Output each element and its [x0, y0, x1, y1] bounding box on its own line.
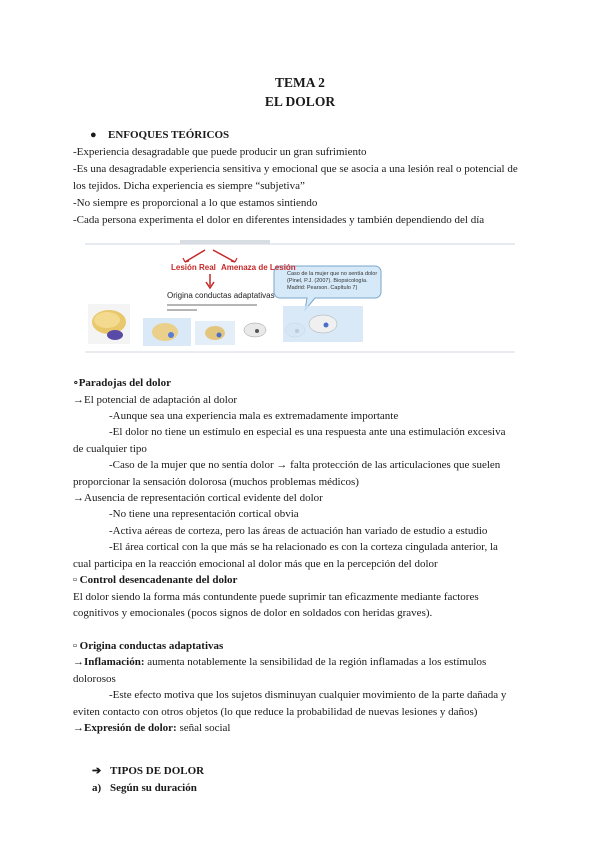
inflamacion-text: aumenta notablemente la sensibilidad de la región inflamadas a los estímulos [144, 656, 487, 668]
lesion-real-label: Lesión Real [171, 263, 216, 272]
text-line: -El dolor no tiene un estímulo en especial es una respuesta ante una estimulación excesiva [109, 426, 506, 438]
section-heading-paradojas: ∘Paradojas del dolor [73, 377, 171, 389]
page-subtitle: EL DOLOR [264, 94, 336, 109]
text-line: -Es una desagradable experiencia sensitiva y emocional que se asocia a una lesión real o potencial de [73, 163, 518, 175]
brain-image [283, 306, 363, 342]
text-line: El dolor siendo la forma más contundente puede suprimir tan eficazmente mediante factores [73, 591, 479, 603]
text-line [73, 653, 486, 671]
text-line: →Ausencia de representación cortical evidente del dolor [73, 492, 323, 504]
amenaza-label: Amenaza de Lesión [221, 263, 296, 272]
text-line: -No siempre es proporcional a lo que estamos sintiendo [73, 197, 318, 209]
callout-text-2: (Pinel, P.J. (2007). Biopsicología. [287, 278, 368, 284]
text-line: cual participa en la reacción emocional al dolor más que en la percepción del dolor [73, 558, 438, 570]
callout-text-1: Caso de la mujer que no sentía dolor [287, 271, 378, 277]
text-line: cognitivos y emocionales (pocos signos de dolor en soldados con heridas graves). [73, 607, 433, 619]
section-heading-origina: ▫ Origina conductas adaptativas [73, 640, 224, 652]
expresion-text: señal social [176, 722, 231, 734]
arrow-icon: ➔ [92, 765, 102, 777]
text-line: -No tiene una representación cortical obvia [109, 508, 299, 520]
brain-image [143, 318, 191, 346]
section-heading-enfoques: ENFOQUES TEÓRICOS [108, 129, 230, 141]
pain-diagram-figure [85, 236, 515, 356]
section-heading-control: ▫ Control desencadenante del dolor [73, 574, 238, 586]
pain-diagram [85, 236, 515, 356]
text-line: dolorosos [73, 673, 116, 685]
text-line: →El potencial de adaptación al dolor [73, 394, 238, 406]
inflamacion-label: →Inflamación: [73, 656, 145, 668]
text-line: -Activa aéreas de corteza, pero las áreas de actuación han variado de estudio a estudio [109, 525, 488, 537]
list-marker: a) [92, 782, 102, 794]
text-line: de cualquier tipo [73, 443, 147, 455]
brain-image [195, 321, 235, 345]
section-heading-tipos: TIPOS DE DOLOR [110, 765, 205, 777]
expresion-label: →Expresión de dolor: [73, 722, 177, 734]
brain-image [88, 304, 130, 344]
text-line: -Aunque sea una experiencia mala es extremadamente importante [109, 410, 399, 422]
text-line [73, 719, 230, 737]
text-line: -Experiencia desagradable que puede producir un gran sufrimiento [73, 146, 367, 158]
text-line: los tejidos. Dicha experiencia es siempre “subjetiva” [73, 180, 305, 192]
text-line: -El área cortical con la que más se ha relacionado es con la corteza cingulada anterior, la [109, 541, 498, 553]
brain-image [244, 323, 266, 337]
callout-text-3: Madrid: Pearson. Capítulo 7) [287, 285, 358, 291]
page-title: TEMA 2 [275, 75, 325, 90]
text-line: proporcionar la sensación dolorosa (muchos problemas médicos) [73, 476, 359, 488]
subheading-duracion: Según su duración [110, 782, 197, 794]
text-line: -Cada persona experimenta el dolor en diferentes intensidades y también dependiendo del día [73, 214, 485, 226]
text-line: -Caso de la mujer que no sentía dolor → falta protección de las articulaciones que suelen [109, 459, 501, 471]
text-line: -Este efecto motiva que los sujetos disminuyan cualquier movimiento de la parte dañada y [109, 689, 507, 701]
origina-label: Origina conductas adaptativas [167, 291, 275, 300]
text-line: eviten contacto con otros objetos (lo que reduce la probabilidad de nuevas lesiones y daños) [73, 706, 478, 718]
bullet-icon: ● [90, 129, 97, 141]
